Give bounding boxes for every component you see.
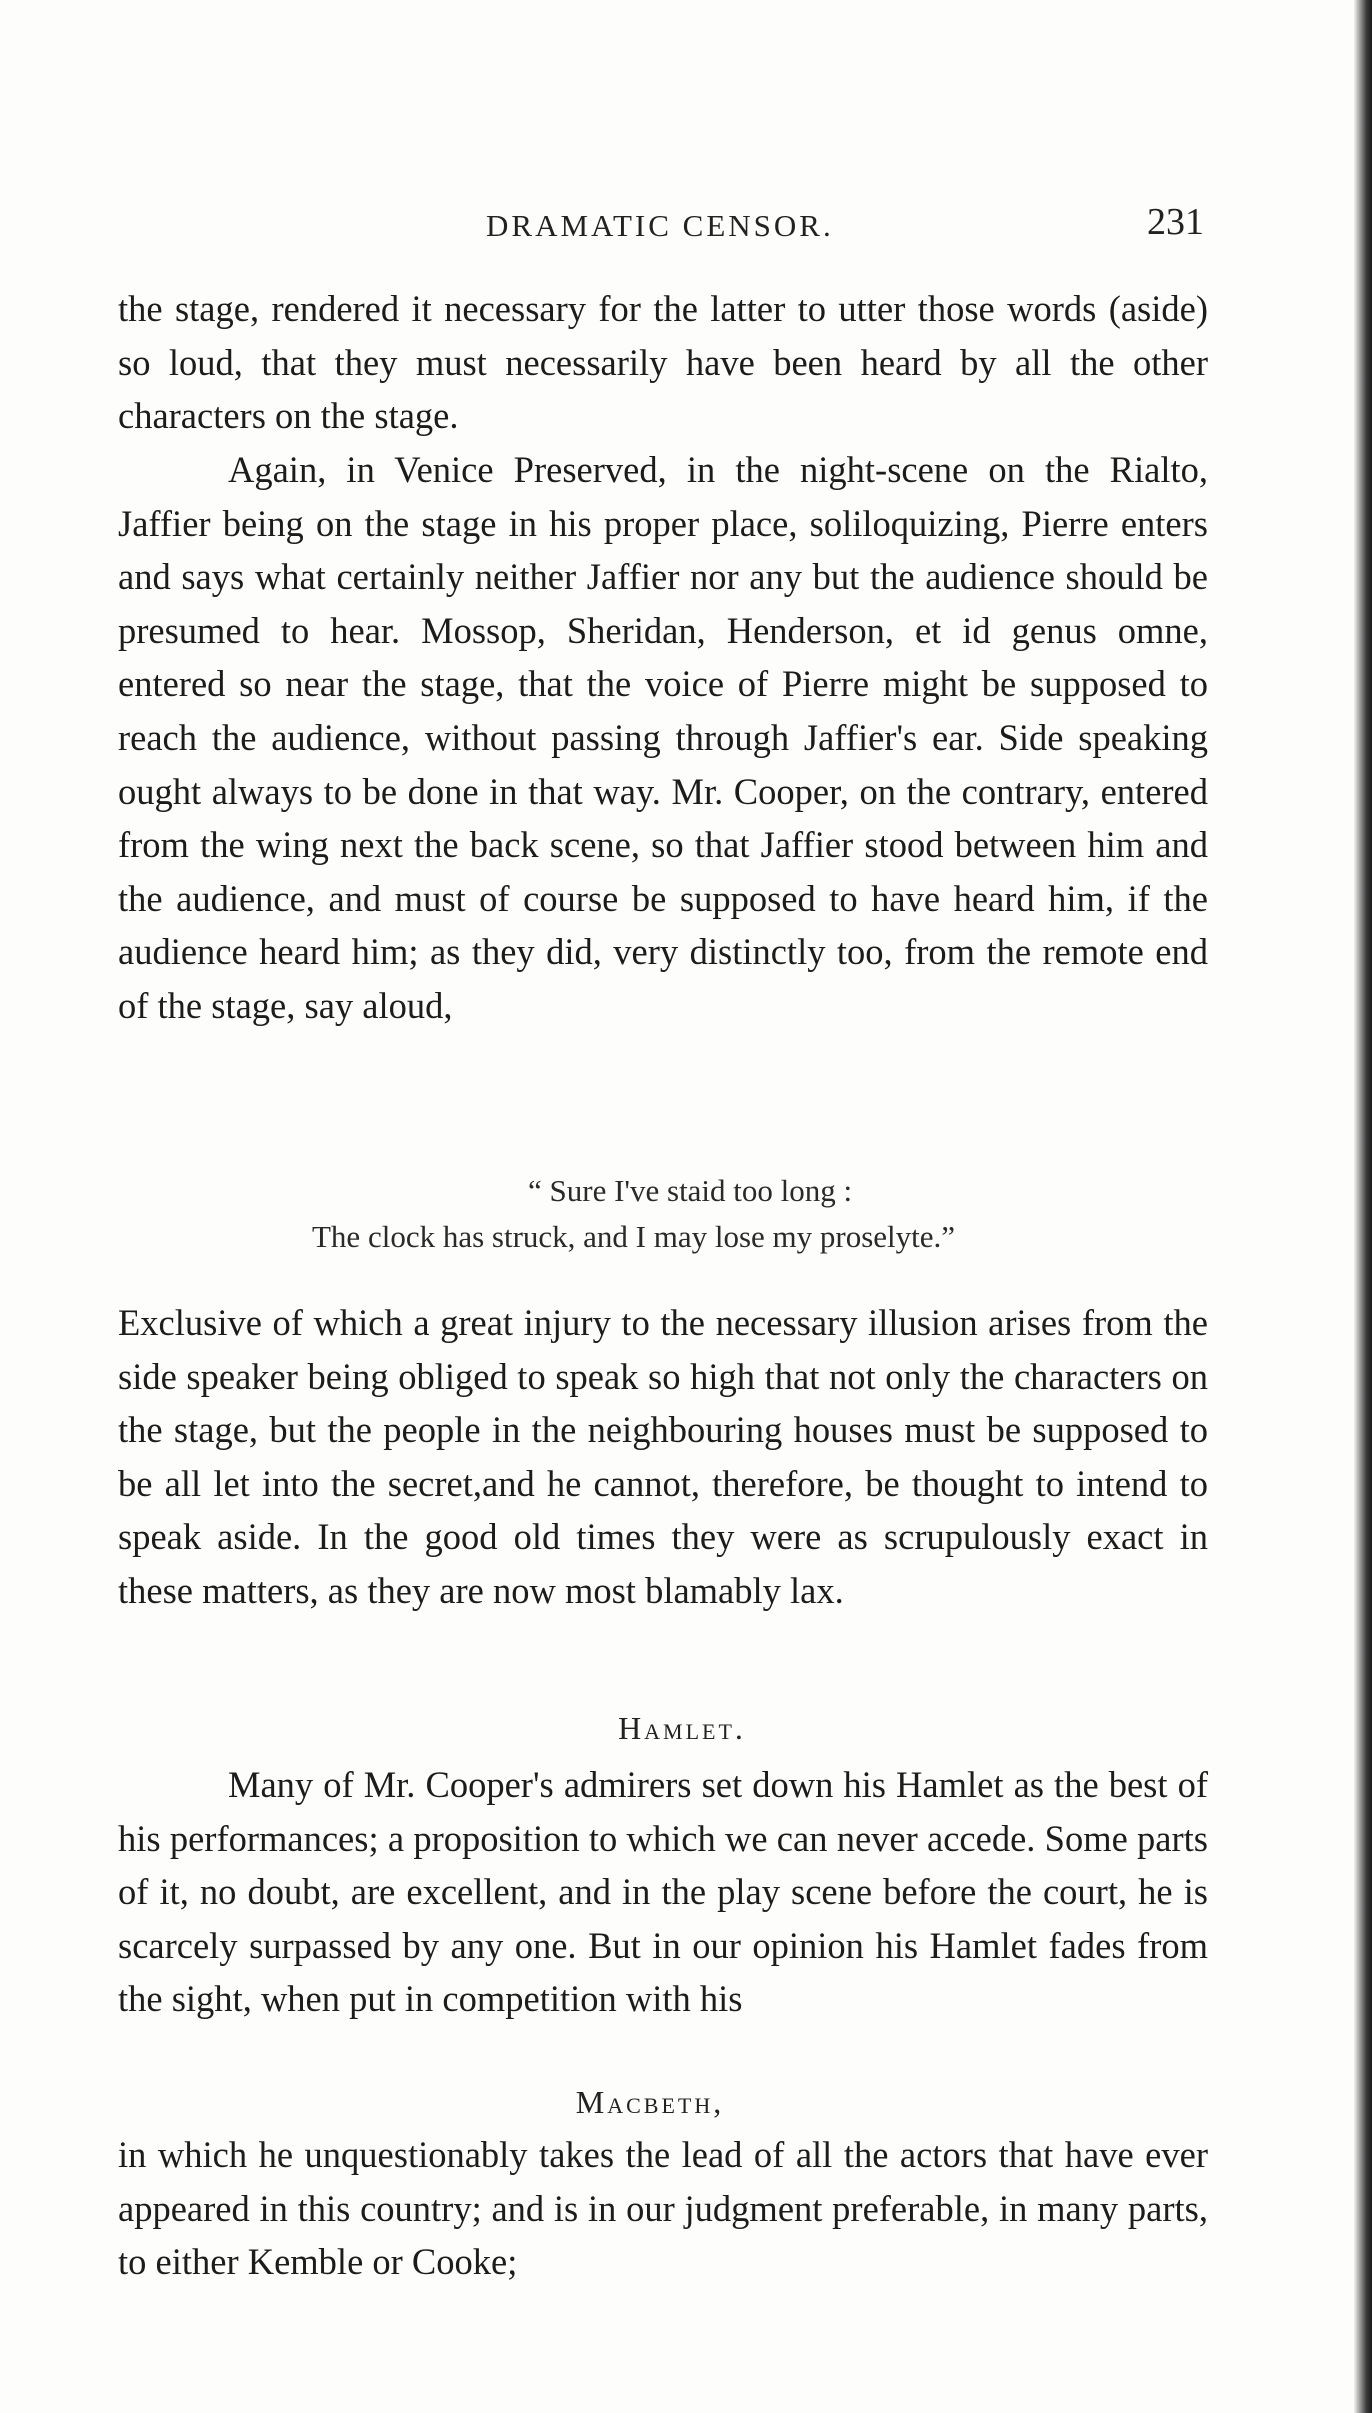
- paragraph-macbeth: [118, 2128, 1208, 2289]
- running-head: DRAMATIC CENSOR.: [486, 208, 834, 243]
- paragraph-hamlet: [118, 1758, 1208, 2026]
- paragraph-text: Many of Mr. Cooper's admirers set down his Hamlet as the best of his performances; a proposition to which we can never accede. Some parts of it, no doubt, are excellent, and in the play scene before the court, he is scarcely surpassed by any one. But in our opinion his Hamlet fades from the sight, when put in competition with his: [118, 1764, 1208, 2020]
- quote-line: “ Sure I've staid too long :: [528, 1173, 853, 1208]
- paragraph-text: Exclusive of which a great injury to the necessary illusion arises from the side speaker being obliged to speak so high that not only the characters on the stage, but the people in the neighbouring houses must be supposed to be all let into the secret,and he cannot, therefore, be thought to intend to speak aside. In the good old times they were as scrupulously exact in these matters, as they are now most blamably lax.: [118, 1302, 1208, 1611]
- paragraph-text: in which he unquestionably takes the lead of all the actors that have ever appeared in this country; and is in our judgment preferable, in many parts, to either Kemble or Cooke;: [118, 2134, 1208, 2283]
- section-heading-hamlet: Hamlet.: [618, 1710, 746, 1746]
- paragraph-venice-preserved: [118, 443, 1208, 1033]
- paragraph-text: Again, in Venice Preserved, in the night-scene on the Rialto, Jaffier being on the stage in his proper place, soliloquizing, Pierre enters and says what certainly neither Jaffier nor any but the audience should be presumed to hear. Mossop, Sheridan, Henderson, et id genus omne, entered so near the stage, that the voice of Pierre might be supposed to reach the audience, without passing through Jaffier's ear. Side speaking ought always to be done in that way. Mr. Cooper, on the contrary, entered from the wing next the back scene, so that Jaffier stood between him and the audience, and must of course be supposed to have heard him, if the audience heard him; as they did, very distinctly too, from the remote end of the stage, say aloud,: [118, 449, 1208, 1026]
- verse-quotation: [118, 1168, 1208, 1260]
- paragraph-text: the stage, rendered it necessary for the latter to utter those words (aside) so loud, that they must necessarily have been heard by all the other characters on the stage.: [118, 288, 1208, 437]
- page-number: 231: [1147, 201, 1204, 243]
- page-edge-shadow: [1354, 0, 1372, 2413]
- paragraph-side-speaking: [118, 1296, 1208, 1618]
- page-header: [118, 200, 1204, 250]
- quote-line: The clock has struck, and I may lose my proselyte.”: [312, 1219, 956, 1254]
- section-heading-macbeth: Macbeth,: [575, 2084, 725, 2120]
- paragraph-continuation: [118, 282, 1208, 443]
